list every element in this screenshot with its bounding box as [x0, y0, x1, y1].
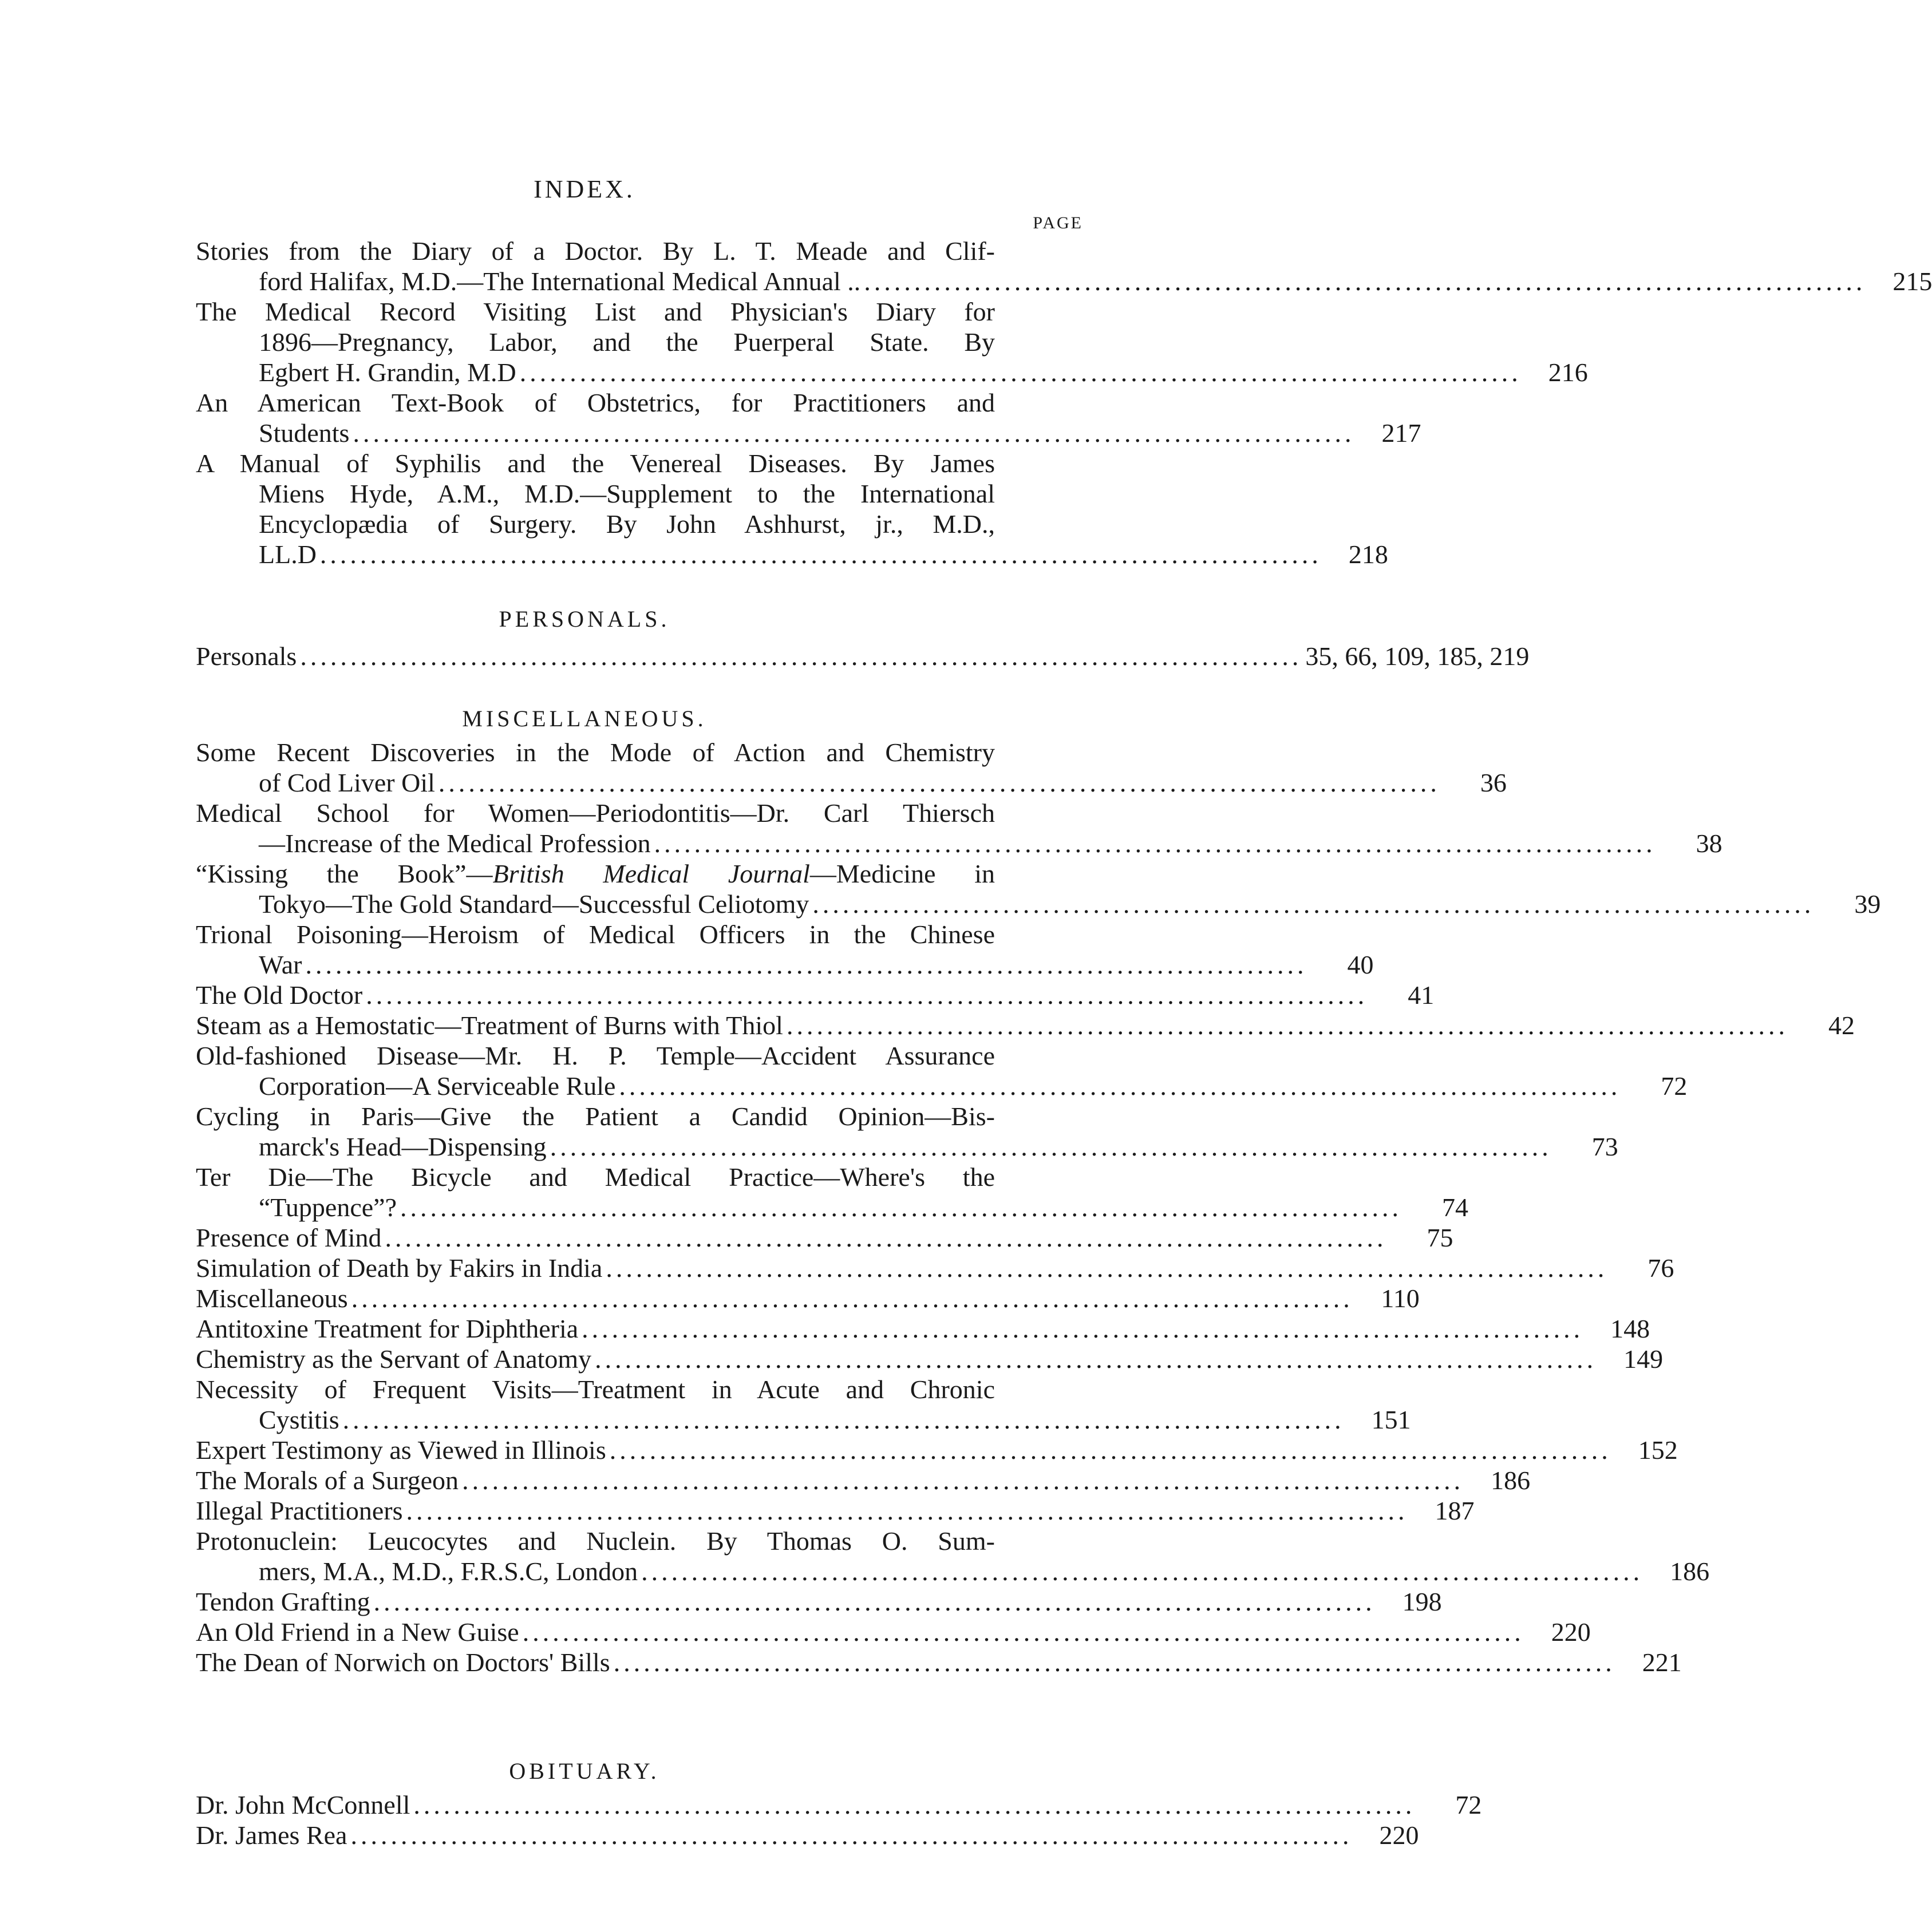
index-entry	[196, 980, 1435, 1010]
index-entry	[196, 1526, 1710, 1586]
index-entry-list	[196, 641, 1530, 671]
index-entry	[196, 737, 1507, 798]
index-entry-line: A Manual of Syphilis and the Venereal Diseases. By James	[196, 449, 995, 478]
leader-dots: ....................................................................................................	[864, 267, 1866, 296]
index-entry-line: Protonuclein: Leucocytes and Nuclein. By Thomas O. Sum-	[196, 1526, 995, 1556]
leader-dots: ....................................................................................................	[582, 1314, 1584, 1343]
leader-dots: ....................................................................................................	[606, 1253, 1608, 1283]
index-entry-final-line	[196, 1647, 1682, 1677]
index-entry	[196, 1344, 1664, 1374]
index-entry-line: Some Recent Discoveries in the Mode of Action and Chemistry	[196, 738, 995, 767]
index-entry	[196, 919, 1374, 980]
index-entry-final-line	[196, 889, 1881, 919]
index-entry	[196, 798, 1722, 858]
index-entry-final-line	[196, 1586, 1442, 1617]
index-entry-text: Cystitis	[259, 1405, 339, 1434]
leader-dots: ....................................................................................................	[609, 1435, 1611, 1465]
index-entry-final-line	[196, 1435, 1678, 1465]
index-entry-final-line	[196, 1313, 1650, 1344]
index-entry-page: 220	[1551, 1617, 1591, 1647]
index-entry-page: 40	[1347, 950, 1374, 979]
index-entry-final-line	[196, 1556, 1710, 1586]
index-entry-text: The Dean of Norwich on Doctors' Bills	[196, 1648, 610, 1677]
index-entry-text: marck's Head—Dispensing	[259, 1132, 547, 1161]
index-entry	[196, 1101, 1618, 1162]
section-heading-personals: PERSONALS.	[499, 606, 670, 632]
index-entry-page: 198	[1402, 1587, 1442, 1616]
index-entry-page: 221	[1642, 1648, 1682, 1677]
index-entry-page: 72	[1661, 1071, 1688, 1101]
index-entry-final-line	[196, 949, 1374, 980]
index-entry	[196, 1790, 1482, 1820]
index-entry-page: 187	[1435, 1496, 1475, 1525]
leader-dots: ....................................................................................................	[550, 1132, 1552, 1161]
index-entry	[196, 1495, 1475, 1526]
index-entry-final-line	[196, 1404, 1411, 1435]
index-entry	[196, 1010, 1855, 1040]
index-entry-text: Simulation of Death by Fakirs in India	[196, 1253, 603, 1283]
leader-dots: ....................................................................................................	[305, 950, 1307, 979]
index-entry-text: Egbert H. Grandin, M.D	[259, 358, 516, 387]
index-entry-line: Necessity of Frequent Visits—Treatment in Acute and Chronic	[196, 1375, 995, 1404]
index-entry	[196, 1313, 1650, 1344]
index-entry-text: Students	[259, 418, 350, 448]
section-heading-miscellaneous: MISCELLANEOUS.	[462, 706, 707, 731]
index-entry	[196, 387, 1421, 448]
journal-title-italic: British Medical Journal	[492, 859, 810, 888]
index-entry-page: 110	[1381, 1284, 1420, 1313]
index-entry-final-line	[196, 767, 1507, 798]
index-entry-text: Dr. James Rea	[196, 1821, 347, 1850]
index-entry-line: An American Text-Book of Obstetrics, for Practitioners and	[196, 388, 995, 417]
index-entry-text: Miscellaneous	[196, 1284, 348, 1313]
index-entry-text: Antitoxine Treatment for Diphtheria	[196, 1314, 579, 1343]
index-entry-page: 36	[1480, 768, 1507, 797]
index-entry	[196, 1435, 1678, 1465]
leader-dots: ....................................................................................................	[413, 1790, 1416, 1819]
section-heading-obituary: OBITUARY.	[509, 1758, 660, 1784]
index-entry	[196, 1222, 1453, 1253]
index-entry-page: 149	[1623, 1344, 1664, 1374]
index-entry-page: 76	[1647, 1253, 1674, 1283]
index-entry	[196, 236, 1932, 296]
index-entry-line: Medical School for Women—Periodontitis—Dr. Carl Thiersch	[196, 798, 995, 828]
index-entry-final-line	[196, 1192, 1468, 1222]
index-title: INDEX.	[534, 175, 635, 203]
index-entry-page: 215	[1893, 267, 1932, 296]
index-entry-final-line	[196, 1495, 1475, 1526]
index-entry-final-line	[196, 1790, 1482, 1820]
index-entry-line: “Kissing the Book”—British Medical Journal—Medicine in	[196, 859, 995, 888]
index-entry-line: Miens Hyde, A.M., M.D.—Supplement to the International	[259, 479, 995, 508]
index-entry-final-line	[196, 1617, 1591, 1647]
index-entry-list	[196, 236, 1932, 569]
leader-dots: ....................................................................................................	[812, 889, 1815, 919]
leader-dots: ....................................................................................................	[373, 1587, 1376, 1616]
index-entry	[196, 1617, 1591, 1647]
leader-dots: ....................................................................................................	[462, 1466, 1464, 1495]
leader-dots: ....................................................................................................	[385, 1223, 1387, 1252]
leader-dots: ....................................................................................................	[351, 1284, 1353, 1313]
index-entry-text: mers, M.A., M.D., F.R.S.C, London	[259, 1557, 638, 1586]
index-entry-page: 39	[1854, 889, 1881, 919]
leader-dots: ....................................................................................................	[641, 1557, 1643, 1586]
leader-dots: ....................................................................................................	[522, 1617, 1524, 1647]
index-entry-final-line	[196, 1253, 1674, 1283]
index-entry-text: Personals	[196, 642, 297, 671]
leader-dots: ....................................................................................................	[654, 829, 1656, 858]
leader-dots: ....................................................................................................	[619, 1071, 1621, 1101]
index-entry	[196, 1283, 1420, 1313]
index-entry-final-line	[196, 1344, 1664, 1374]
index-entry-page: 41	[1408, 980, 1435, 1010]
leader-dots: ....................................................................................................	[400, 1193, 1402, 1222]
index-entry-text: Tokyo—The Gold Standard—Successful Celiotomy	[259, 889, 809, 919]
index-entry-text: Tendon Grafting	[196, 1587, 370, 1616]
leader-dots: ....................................................................................................	[406, 1496, 1408, 1525]
leader-dots: ....................................................................................................	[353, 418, 1355, 448]
index-entry-page: 73	[1591, 1132, 1618, 1161]
index-entry-final-line	[196, 418, 1421, 448]
index-entry-page: 72	[1455, 1790, 1482, 1819]
leader-dots: ....................................................................................................	[595, 1344, 1597, 1374]
index-entry-text: of Cod Liver Oil	[259, 768, 435, 797]
index-entry-page: 148	[1610, 1314, 1650, 1343]
index-entry-text: LL.D	[259, 540, 317, 569]
index-entry-final-line	[196, 1283, 1420, 1313]
index-entry-text: Expert Testimony as Viewed in Illinois	[196, 1435, 606, 1465]
index-entry-text: Chemistry as the Servant of Anatomy	[196, 1344, 592, 1374]
index-entry-final-line	[196, 539, 1388, 569]
index-entry-text: Steam as a Hemostatic—Treatment of Burns with Thiol	[196, 1011, 783, 1040]
index-entry-text: War	[259, 950, 302, 979]
index-entry	[196, 1820, 1419, 1850]
index-entry-text: An Old Friend in a New Guise	[196, 1617, 519, 1647]
leader-dots: ....................................................................................................	[613, 1648, 1615, 1677]
index-entry-line: Encyclopædia of Surgery. By John Ashhurst, jr., M.D.,	[259, 509, 995, 539]
index-entry	[196, 1040, 1688, 1101]
leader-dots: ....................................................................................................	[350, 1821, 1353, 1850]
index-entry-final-line	[196, 357, 1588, 387]
index-entry-page: 74	[1441, 1193, 1468, 1222]
index-entry-line: Ter Die—The Bicycle and Medical Practice—Where's the	[196, 1162, 995, 1192]
index-entry-page: 35, 66, 109, 185, 219	[1305, 642, 1530, 671]
index-entry-page: 42	[1828, 1011, 1855, 1040]
index-entry-page: 152	[1638, 1435, 1678, 1465]
index-entry-text: “Tuppence”?	[259, 1193, 397, 1222]
index-entry-page: 186	[1491, 1466, 1531, 1495]
index-entry-text: Illegal Practitioners	[196, 1496, 403, 1525]
leader-dots: ....................................................................................................	[300, 642, 1302, 671]
index-entry-page: 217	[1381, 418, 1421, 448]
index-entry-page: 186	[1670, 1557, 1710, 1586]
index-entry-line: Stories from the Diary of a Doctor. By L. T. Meade and Clif-	[196, 236, 995, 266]
index-entry	[196, 1374, 1411, 1435]
leader-dots: ....................................................................................................	[519, 358, 1522, 387]
index-entry-final-line	[196, 1820, 1419, 1850]
index-entry	[196, 1162, 1468, 1222]
index-entry-final-line	[196, 1131, 1618, 1162]
index-entry	[196, 641, 1530, 671]
leader-dots: ....................................................................................................	[319, 540, 1322, 569]
index-entry	[196, 448, 1388, 569]
index-entry-text: Dr. John McConnell	[196, 1790, 410, 1819]
index-entry-final-line	[196, 641, 1530, 671]
index-entry-text: The Morals of a Surgeon	[196, 1466, 459, 1495]
index-entry	[196, 296, 1588, 387]
index-entry-final-line	[196, 1071, 1688, 1101]
index-entry-text: ford Halifax, M.D.—The International Medical Annual ..	[259, 267, 861, 296]
index-entry-line: Old-fashioned Disease—Mr. H. P. Temple—Accident Assurance	[196, 1041, 995, 1070]
index-entry-page: 220	[1379, 1821, 1419, 1850]
index-entry	[196, 1586, 1442, 1617]
index-entry-page: 216	[1548, 358, 1588, 387]
index-entry	[196, 1647, 1682, 1677]
index-entry-line: 1896—Pregnancy, Labor, and the Puerperal State. By	[259, 327, 995, 357]
index-entry-final-line	[196, 1010, 1855, 1040]
index-entry-final-line	[196, 1222, 1453, 1253]
index-entry-text: Presence of Mind	[196, 1223, 382, 1252]
index-entry-page: 151	[1371, 1405, 1411, 1434]
index-entry-text: The Old Doctor	[196, 980, 363, 1010]
index-entry-page: 75	[1427, 1223, 1453, 1252]
index-entry-text: Corporation—A Serviceable Rule	[259, 1071, 616, 1101]
index-entry-final-line	[196, 828, 1722, 858]
page-column-label: PAGE	[1033, 213, 1083, 232]
leader-dots: ....................................................................................................	[342, 1405, 1345, 1434]
index-entry-line: The Medical Record Visiting List and Physician's Diary for	[196, 297, 995, 326]
index-entry-final-line	[196, 1465, 1531, 1495]
leader-dots: ....................................................................................................	[366, 980, 1368, 1010]
index-entry	[196, 858, 1881, 919]
index-entry	[196, 1253, 1674, 1283]
index-entry-page: 38	[1696, 829, 1722, 858]
index-entry-list	[196, 737, 1881, 1677]
index-entry-line: Trional Poisoning—Heroism of Medical Officers in the Chinese	[196, 920, 995, 949]
index-entry-line: Cycling in Paris—Give the Patient a Candid Opinion—Bis-	[196, 1102, 995, 1131]
leader-dots: ....................................................................................................	[786, 1011, 1788, 1040]
index-entry-page: 218	[1348, 540, 1388, 569]
index-entry-final-line	[196, 980, 1435, 1010]
index-entry-final-line	[196, 266, 1932, 296]
index-entry-list	[196, 1790, 1482, 1850]
index-entry-text: —Increase of the Medical Profession	[259, 829, 651, 858]
leader-dots: ....................................................................................................	[438, 768, 1440, 797]
index-entry	[196, 1465, 1531, 1495]
